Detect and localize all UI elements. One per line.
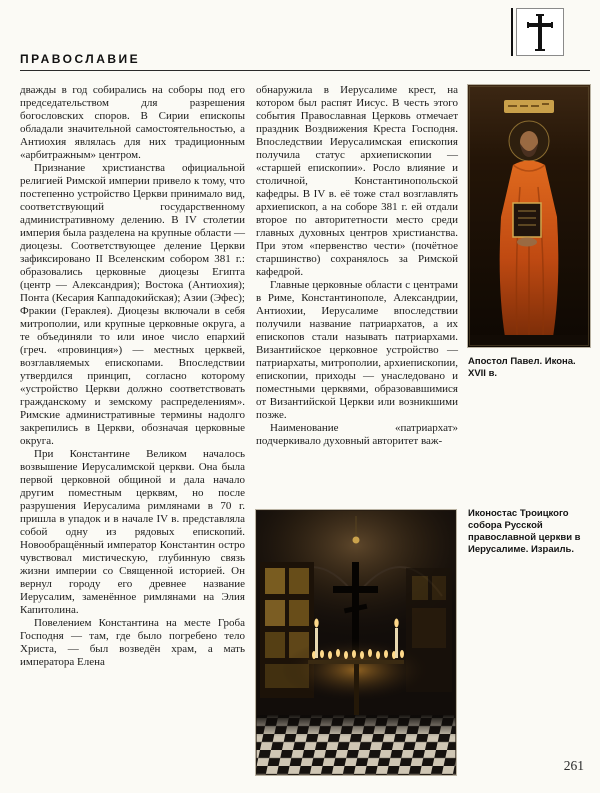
- body-paragraph: Признание христианства официальной религией Римской империи привело к тому, что постепенно устройство Церкви принимало вид, соответствующий государственному административному делению. В IV столетии империя была разделена на крупные области — диоцезы. Соответствующее деление Церкви зафиксировано II Вселенским собором 381 г.: образовались церковные диоцезы Египта (центр — Александрия); Востока (Антиохия); Понта (Кесария Каппадокийская); Азии (Эфес); Фракии (Гераклея). Диоцезы включали в себя митрополии, или крупные церковные округа, а те объединяли то или иное число епархий (греч. «провинция») — местных церквей, возглавляемых епископами. Впоследствии утвердился принцип, согласно которому «устройство Церкви должно соответствовать гражданскому и земскому распределениям». Римские административные термины надолго закрепились в Церкви, обозначая церковные округа.: [20, 162, 245, 447]
- apostle-paul-icon-image: [468, 85, 590, 347]
- icon-caption: Апостол Павел. Икона. XVII в.: [468, 356, 576, 379]
- body-paragraph: При Константине Великом началось возвышение Иерусалимской церкви. Она была первой церковной общиной и дала начало другим поместным церквям, но после разрушения Иерусалима римлянами в 70 г. пришла в упадок и в начале IV в. представляла собой одну из рядовых епископий. Новообращённый император Константин остро чувствовал мистическую, глубинную связь жизни империи со Священной историей. Он вернул городу его древнее название Иерусалим, заменённое римлянами на Элия Капитолина.: [20, 448, 245, 616]
- cross-icon: [516, 8, 564, 56]
- body-paragraph: Главные церковные области с центрами в Риме, Константинополе, Александрии, Антиохии, Иерусалиме впоследствии получили название патриархатов, а их епископов стали называть патриархами. Византийское церковное устройство — патриархаты, митрополии, архиепископии, епископии, приходы — унаследовано и поместными церквями, образовавшимися от Византийской Церкви или возникшими позже.: [256, 279, 458, 421]
- gospel-book: [513, 203, 541, 237]
- body-paragraph: Наименование «патриархат» подчеркивало духовный авторитет важ-: [256, 422, 458, 447]
- hand: [517, 238, 537, 247]
- hanging-lamp: [353, 537, 360, 544]
- iconostasis-photo: [256, 510, 456, 775]
- body-paragraph: дважды в год собирались на соборы под его председательством для разрешения богословских споров. В Сирии епископы обладали значительной самостоятельностью, а Антиохия являлась для них традиционным «арбитражным» центром.: [20, 84, 245, 161]
- cross-box-rule: [511, 8, 513, 56]
- left-text-column: [20, 84, 245, 669]
- header-rule: [20, 70, 590, 71]
- photo-caption: Иконостас Троицкого собора Русской православной церкви в Иерусалиме. Израиль.: [468, 508, 581, 555]
- body-paragraph: Повелением Константина на месте Гроба Господня — там, где было погребено тело Христа, — был возведён храм, а мать императора Елена: [20, 617, 245, 668]
- body-paragraph: обнаружила в Иерусалиме крест, на котором был распят Иисус. В честь этого события Православная Церковь отмечает праздник Воздвижения Креста Господня. Впоследствии Иерусалимская епископия получила статус архиепископии — «старшей епископии». Росло влияние и столичной, Константинопольской кафедры. В IV в. её тоже стал возглавлять архиепископ, а на соборе 381 г. ей отдали второе по авторитетности место среди главных духовных центров христианства. При этом «первенство чести» (почётное старшинство) сохранялось за Римской кафедрой.: [256, 84, 458, 278]
- cross-glyph: [523, 13, 557, 51]
- page-number: 261: [563, 758, 584, 773]
- page-header-label: ПРАВОСЛАВИЕ: [20, 52, 141, 66]
- middle-text-column: [256, 84, 458, 448]
